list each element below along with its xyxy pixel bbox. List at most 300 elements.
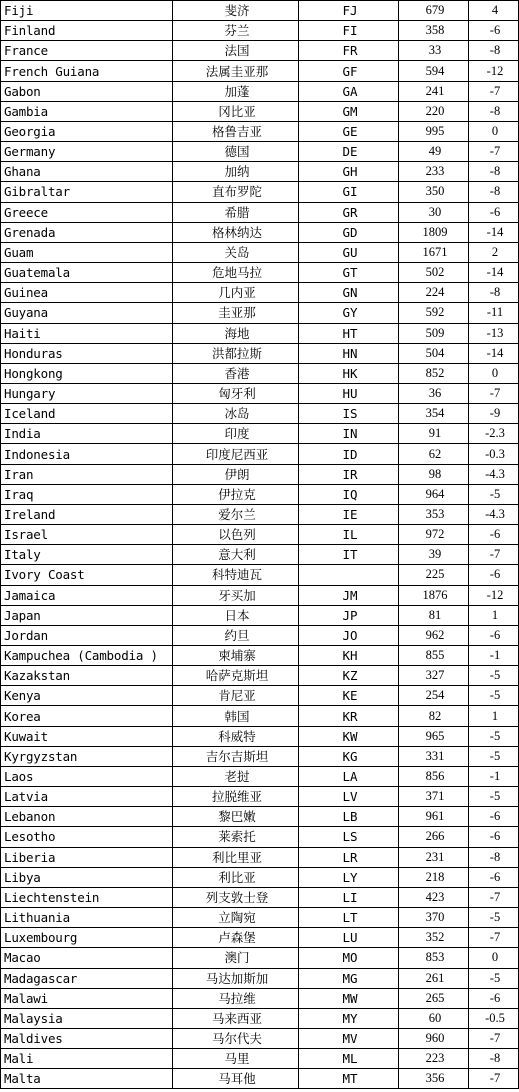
- table-row: [1, 303, 519, 323]
- country-name-en-cell: Liechtenstein: [1, 887, 173, 907]
- country-name-en-cell: Ivory Coast: [1, 565, 173, 585]
- time-difference-cell: -5: [469, 908, 519, 928]
- country-code-cell: HN: [299, 343, 399, 363]
- table-row: [1, 1069, 519, 1089]
- country-code-cell: [299, 565, 399, 585]
- country-code-cell: LI: [299, 887, 399, 907]
- country-name-zh-cell: 列支敦士登: [173, 887, 299, 907]
- country-name-en-cell: Kuwait: [1, 726, 173, 746]
- table-row: [1, 101, 519, 121]
- country-code-cell: GM: [299, 101, 399, 121]
- country-name-en-cell: Macao: [1, 948, 173, 968]
- country-name-en-cell: Ireland: [1, 504, 173, 524]
- dialing-code-cell: 231: [399, 847, 469, 867]
- country-name-en-cell: Korea: [1, 706, 173, 726]
- country-name-zh-cell: 肯尼亚: [173, 686, 299, 706]
- time-difference-cell: 1: [469, 605, 519, 625]
- table-row: [1, 766, 519, 786]
- country-code-cell: MO: [299, 948, 399, 968]
- country-code-cell: LY: [299, 867, 399, 887]
- country-code-cell: LU: [299, 928, 399, 948]
- country-code-cell: KE: [299, 686, 399, 706]
- table-row: [1, 61, 519, 81]
- dialing-code-cell: 39: [399, 545, 469, 565]
- dialing-code-cell: 254: [399, 686, 469, 706]
- dialing-code-cell: 594: [399, 61, 469, 81]
- dialing-code-cell: 592: [399, 303, 469, 323]
- table-row: [1, 887, 519, 907]
- country-name-zh-cell: 斐济: [173, 1, 299, 21]
- dialing-code-cell: 233: [399, 162, 469, 182]
- dialing-code-cell: 49: [399, 142, 469, 162]
- time-difference-cell: -6: [469, 525, 519, 545]
- country-code-cell: ID: [299, 444, 399, 464]
- time-difference-cell: -8: [469, 41, 519, 61]
- time-difference-cell: -0.3: [469, 444, 519, 464]
- country-name-zh-cell: 匈牙利: [173, 383, 299, 403]
- country-code-cell: LS: [299, 827, 399, 847]
- time-difference-cell: -7: [469, 1069, 519, 1089]
- country-name-en-cell: Mali: [1, 1049, 173, 1069]
- country-name-en-cell: Guam: [1, 242, 173, 262]
- time-difference-cell: -8: [469, 1049, 519, 1069]
- country-code-cell: IE: [299, 504, 399, 524]
- table-row: [1, 625, 519, 645]
- dialing-code-cell: 224: [399, 283, 469, 303]
- table-row: [1, 706, 519, 726]
- table-row: [1, 787, 519, 807]
- country-code-cell: MW: [299, 988, 399, 1008]
- time-difference-cell: -9: [469, 404, 519, 424]
- country-name-zh-cell: 圭亚那: [173, 303, 299, 323]
- time-difference-cell: 2: [469, 242, 519, 262]
- table-row: [1, 605, 519, 625]
- country-code-cell: MV: [299, 1028, 399, 1048]
- country-name-en-cell: Madagascar: [1, 968, 173, 988]
- country-name-en-cell: Jamaica: [1, 585, 173, 605]
- country-name-zh-cell: 冈比亚: [173, 101, 299, 121]
- time-difference-cell: -8: [469, 283, 519, 303]
- dialing-code-cell: 964: [399, 484, 469, 504]
- country-name-zh-cell: 法属圭亚那: [173, 61, 299, 81]
- table-row: [1, 504, 519, 524]
- country-name-zh-cell: 伊拉克: [173, 484, 299, 504]
- table-row: [1, 1049, 519, 1069]
- country-name-en-cell: Italy: [1, 545, 173, 565]
- country-name-zh-cell: 德国: [173, 142, 299, 162]
- country-name-zh-cell: 洪都拉斯: [173, 343, 299, 363]
- dialing-code-cell: 972: [399, 525, 469, 545]
- country-name-en-cell: Malawi: [1, 988, 173, 1008]
- table-row: [1, 142, 519, 162]
- country-code-cell: GF: [299, 61, 399, 81]
- time-difference-cell: -5: [469, 686, 519, 706]
- dialing-code-cell: 352: [399, 928, 469, 948]
- dialing-code-cell: 98: [399, 464, 469, 484]
- country-code-cell: KR: [299, 706, 399, 726]
- table-row: [1, 1008, 519, 1028]
- country-name-en-cell: Gambia: [1, 101, 173, 121]
- dialing-code-cell: 370: [399, 908, 469, 928]
- country-code-cell: FI: [299, 21, 399, 41]
- table-row: [1, 928, 519, 948]
- country-name-zh-cell: 马拉维: [173, 988, 299, 1008]
- country-code-cell: JO: [299, 625, 399, 645]
- table-row: [1, 968, 519, 988]
- country-code-cell: LT: [299, 908, 399, 928]
- dialing-code-cell: 358: [399, 21, 469, 41]
- table-row: [1, 404, 519, 424]
- country-name-en-cell: France: [1, 41, 173, 61]
- table-row: [1, 363, 519, 383]
- country-name-zh-cell: 关岛: [173, 242, 299, 262]
- dialing-code-cell: 327: [399, 666, 469, 686]
- country-name-zh-cell: 格林纳达: [173, 222, 299, 242]
- country-code-cell: LB: [299, 807, 399, 827]
- time-difference-cell: -5: [469, 484, 519, 504]
- table-row: [1, 484, 519, 504]
- table-row: [1, 1, 519, 21]
- time-difference-cell: -7: [469, 928, 519, 948]
- country-code-cell: IN: [299, 424, 399, 444]
- country-name-zh-cell: 哈萨克斯坦: [173, 666, 299, 686]
- country-name-en-cell: Latvia: [1, 787, 173, 807]
- table-row: [1, 444, 519, 464]
- country-name-en-cell: India: [1, 424, 173, 444]
- country-name-en-cell: Iraq: [1, 484, 173, 504]
- country-code-cell: JP: [299, 605, 399, 625]
- country-code-cell: HT: [299, 323, 399, 343]
- time-difference-cell: -0.5: [469, 1008, 519, 1028]
- time-difference-cell: -4.3: [469, 504, 519, 524]
- country-name-zh-cell: 加纳: [173, 162, 299, 182]
- country-name-en-cell: Israel: [1, 525, 173, 545]
- country-name-en-cell: Guyana: [1, 303, 173, 323]
- dialing-code-cell: 81: [399, 605, 469, 625]
- table-row: [1, 162, 519, 182]
- dialing-code-cell: 223: [399, 1049, 469, 1069]
- country-name-zh-cell: 冰岛: [173, 404, 299, 424]
- dialing-code-cell: 965: [399, 726, 469, 746]
- time-difference-cell: -6: [469, 827, 519, 847]
- dialing-code-cell: 356: [399, 1069, 469, 1089]
- time-difference-cell: 1: [469, 706, 519, 726]
- country-name-zh-cell: 几内亚: [173, 283, 299, 303]
- dialing-code-cell: 225: [399, 565, 469, 585]
- country-code-cell: LA: [299, 766, 399, 786]
- country-name-en-cell: Luxembourg: [1, 928, 173, 948]
- time-difference-cell: -11: [469, 303, 519, 323]
- country-name-en-cell: Indonesia: [1, 444, 173, 464]
- country-name-en-cell: Kyrgyzstan: [1, 746, 173, 766]
- time-difference-cell: -6: [469, 202, 519, 222]
- time-difference-cell: -8: [469, 101, 519, 121]
- country-name-en-cell: Jordan: [1, 625, 173, 645]
- country-name-en-cell: Lesotho: [1, 827, 173, 847]
- country-name-en-cell: Lithuania: [1, 908, 173, 928]
- dialing-code-cell: 371: [399, 787, 469, 807]
- country-name-zh-cell: 芬兰: [173, 21, 299, 41]
- time-difference-cell: -14: [469, 343, 519, 363]
- time-difference-cell: -7: [469, 383, 519, 403]
- table-row: [1, 988, 519, 1008]
- time-difference-cell: -7: [469, 545, 519, 565]
- country-name-zh-cell: 利比里亚: [173, 847, 299, 867]
- table-row: [1, 827, 519, 847]
- table-row: [1, 41, 519, 61]
- table-row: [1, 646, 519, 666]
- country-name-en-cell: Kenya: [1, 686, 173, 706]
- country-code-cell: MG: [299, 968, 399, 988]
- time-difference-cell: 0: [469, 121, 519, 141]
- country-name-en-cell: Fiji: [1, 1, 173, 21]
- time-difference-cell: -5: [469, 666, 519, 686]
- time-difference-cell: -1: [469, 646, 519, 666]
- country-name-zh-cell: 希腊: [173, 202, 299, 222]
- time-difference-cell: 0: [469, 363, 519, 383]
- country-code-cell: IR: [299, 464, 399, 484]
- country-code-cell: LV: [299, 787, 399, 807]
- dialing-code-cell: 502: [399, 263, 469, 283]
- table-body: [1, 1, 519, 1089]
- country-name-zh-cell: 约旦: [173, 625, 299, 645]
- country-name-en-cell: Grenada: [1, 222, 173, 242]
- country-name-zh-cell: 科威特: [173, 726, 299, 746]
- country-name-en-cell: Gabon: [1, 81, 173, 101]
- dialing-code-cell: 1671: [399, 242, 469, 262]
- country-name-en-cell: Iran: [1, 464, 173, 484]
- table-row: [1, 182, 519, 202]
- country-name-en-cell: Hungary: [1, 383, 173, 403]
- time-difference-cell: -6: [469, 565, 519, 585]
- table-row: [1, 343, 519, 363]
- country-name-en-cell: Malta: [1, 1069, 173, 1089]
- country-name-zh-cell: 卢森堡: [173, 928, 299, 948]
- country-name-zh-cell: 直布罗陀: [173, 182, 299, 202]
- time-difference-cell: -12: [469, 61, 519, 81]
- country-code-cell: HK: [299, 363, 399, 383]
- country-code-cell: GU: [299, 242, 399, 262]
- country-name-zh-cell: 马来西亚: [173, 1008, 299, 1028]
- dialing-code-cell: 423: [399, 887, 469, 907]
- dialing-code-cell: 220: [399, 101, 469, 121]
- country-name-en-cell: Hongkong: [1, 363, 173, 383]
- country-name-zh-cell: 以色列: [173, 525, 299, 545]
- table-row: [1, 202, 519, 222]
- dialing-code-cell: 856: [399, 766, 469, 786]
- country-code-cell: GE: [299, 121, 399, 141]
- dialing-code-cell: 350: [399, 182, 469, 202]
- time-difference-cell: -14: [469, 222, 519, 242]
- country-name-zh-cell: 拉脱维亚: [173, 787, 299, 807]
- country-code-cell: KW: [299, 726, 399, 746]
- table-row: [1, 847, 519, 867]
- table-row: [1, 383, 519, 403]
- country-name-en-cell: Iceland: [1, 404, 173, 424]
- table-row: [1, 263, 519, 283]
- country-code-cell: IS: [299, 404, 399, 424]
- country-name-zh-cell: 爱尔兰: [173, 504, 299, 524]
- country-name-en-cell: Kampuchea (Cambodia ): [1, 646, 173, 666]
- country-name-en-cell: Georgia: [1, 121, 173, 141]
- country-name-en-cell: Germany: [1, 142, 173, 162]
- dialing-code-cell: 82: [399, 706, 469, 726]
- country-name-en-cell: Japan: [1, 605, 173, 625]
- country-code-cell: KG: [299, 746, 399, 766]
- time-difference-cell: -6: [469, 21, 519, 41]
- time-difference-cell: -5: [469, 746, 519, 766]
- country-name-zh-cell: 老挝: [173, 766, 299, 786]
- country-name-zh-cell: 柬埔寨: [173, 646, 299, 666]
- time-difference-cell: -5: [469, 726, 519, 746]
- table-row: [1, 726, 519, 746]
- country-code-cell: GT: [299, 263, 399, 283]
- dialing-code-cell: 1876: [399, 585, 469, 605]
- country-code-cell: KZ: [299, 666, 399, 686]
- table-row: [1, 686, 519, 706]
- country-name-zh-cell: 海地: [173, 323, 299, 343]
- table-row: [1, 81, 519, 101]
- table-row: [1, 1028, 519, 1048]
- country-code-cell: KH: [299, 646, 399, 666]
- table-row: [1, 323, 519, 343]
- country-name-zh-cell: 格鲁吉亚: [173, 121, 299, 141]
- country-name-zh-cell: 法国: [173, 41, 299, 61]
- country-name-zh-cell: 印度: [173, 424, 299, 444]
- dialing-code-cell: 1809: [399, 222, 469, 242]
- time-difference-cell: -4.3: [469, 464, 519, 484]
- time-difference-cell: -5: [469, 787, 519, 807]
- country-name-zh-cell: 危地马拉: [173, 263, 299, 283]
- time-difference-cell: -8: [469, 182, 519, 202]
- country-name-zh-cell: 马达加斯加: [173, 968, 299, 988]
- country-code-cell: IT: [299, 545, 399, 565]
- table-row: [1, 545, 519, 565]
- dialing-code-cell: 331: [399, 746, 469, 766]
- country-name-en-cell: French Guiana: [1, 61, 173, 81]
- country-name-zh-cell: 韩国: [173, 706, 299, 726]
- dialing-code-cell: 855: [399, 646, 469, 666]
- dialing-code-cell: 261: [399, 968, 469, 988]
- dialing-code-cell: 33: [399, 41, 469, 61]
- country-code-cell: JM: [299, 585, 399, 605]
- country-name-en-cell: Haiti: [1, 323, 173, 343]
- country-name-en-cell: Kazakstan: [1, 666, 173, 686]
- country-code-cell: IQ: [299, 484, 399, 504]
- table-row: [1, 585, 519, 605]
- time-difference-cell: -6: [469, 625, 519, 645]
- time-difference-cell: -7: [469, 1028, 519, 1048]
- dialing-code-cell: 960: [399, 1028, 469, 1048]
- country-name-zh-cell: 意大利: [173, 545, 299, 565]
- dialing-code-cell: 30: [399, 202, 469, 222]
- country-name-zh-cell: 日本: [173, 605, 299, 625]
- country-code-cell: MY: [299, 1008, 399, 1028]
- table-row: [1, 807, 519, 827]
- country-name-zh-cell: 马耳他: [173, 1069, 299, 1089]
- dialing-code-cell: 853: [399, 948, 469, 968]
- dialing-code-cell: 91: [399, 424, 469, 444]
- country-code-cell: DE: [299, 142, 399, 162]
- time-difference-cell: -7: [469, 81, 519, 101]
- time-difference-cell: -5: [469, 968, 519, 988]
- country-name-en-cell: Greece: [1, 202, 173, 222]
- table-row: [1, 242, 519, 262]
- country-code-cell: FJ: [299, 1, 399, 21]
- country-code-cell: ML: [299, 1049, 399, 1069]
- table-row: [1, 283, 519, 303]
- country-name-en-cell: Honduras: [1, 343, 173, 363]
- dialing-code-cell: 60: [399, 1008, 469, 1028]
- dialing-code-cell: 509: [399, 323, 469, 343]
- country-code-cell: IL: [299, 525, 399, 545]
- time-difference-cell: 4: [469, 1, 519, 21]
- country-name-zh-cell: 马尔代夫: [173, 1028, 299, 1048]
- country-name-zh-cell: 澳门: [173, 948, 299, 968]
- time-difference-cell: -1: [469, 766, 519, 786]
- time-difference-cell: -8: [469, 162, 519, 182]
- country-name-zh-cell: 黎巴嫩: [173, 807, 299, 827]
- table-row: [1, 666, 519, 686]
- time-difference-cell: -12: [469, 585, 519, 605]
- time-difference-cell: 0: [469, 948, 519, 968]
- time-difference-cell: -6: [469, 867, 519, 887]
- table-row: [1, 867, 519, 887]
- country-name-en-cell: Malaysia: [1, 1008, 173, 1028]
- dialing-code-cell: 504: [399, 343, 469, 363]
- country-name-zh-cell: 立陶宛: [173, 908, 299, 928]
- country-code-cell: GD: [299, 222, 399, 242]
- country-name-zh-cell: 伊朗: [173, 464, 299, 484]
- country-code-cell: GI: [299, 182, 399, 202]
- table-row: [1, 746, 519, 766]
- dialing-code-cell: 266: [399, 827, 469, 847]
- country-name-en-cell: Finland: [1, 21, 173, 41]
- dialing-code-cell: 62: [399, 444, 469, 464]
- country-code-cell: GR: [299, 202, 399, 222]
- time-difference-cell: -2.3: [469, 424, 519, 444]
- country-code-cell: HU: [299, 383, 399, 403]
- time-difference-cell: -6: [469, 807, 519, 827]
- dialing-code-cell: 679: [399, 1, 469, 21]
- dialing-code-cell: 241: [399, 81, 469, 101]
- table-row: [1, 121, 519, 141]
- country-name-zh-cell: 莱索托: [173, 827, 299, 847]
- country-name-zh-cell: 科特迪瓦: [173, 565, 299, 585]
- country-name-en-cell: Gibraltar: [1, 182, 173, 202]
- country-code-cell: LR: [299, 847, 399, 867]
- dialing-code-cell: 218: [399, 867, 469, 887]
- table-row: [1, 424, 519, 444]
- country-name-en-cell: Libya: [1, 867, 173, 887]
- country-name-en-cell: Lebanon: [1, 807, 173, 827]
- country-name-en-cell: Maldives: [1, 1028, 173, 1048]
- country-name-zh-cell: 加蓬: [173, 81, 299, 101]
- table-row: [1, 21, 519, 41]
- dialing-code-cell: 962: [399, 625, 469, 645]
- country-name-en-cell: Liberia: [1, 847, 173, 867]
- time-difference-cell: -8: [469, 847, 519, 867]
- table-row: [1, 222, 519, 242]
- table-row: [1, 525, 519, 545]
- time-difference-cell: -14: [469, 263, 519, 283]
- country-code-cell: FR: [299, 41, 399, 61]
- country-name-en-cell: Guinea: [1, 283, 173, 303]
- dialing-code-cell: 265: [399, 988, 469, 1008]
- country-code-cell: GH: [299, 162, 399, 182]
- country-name-zh-cell: 吉尔吉斯坦: [173, 746, 299, 766]
- dialing-code-cell: 961: [399, 807, 469, 827]
